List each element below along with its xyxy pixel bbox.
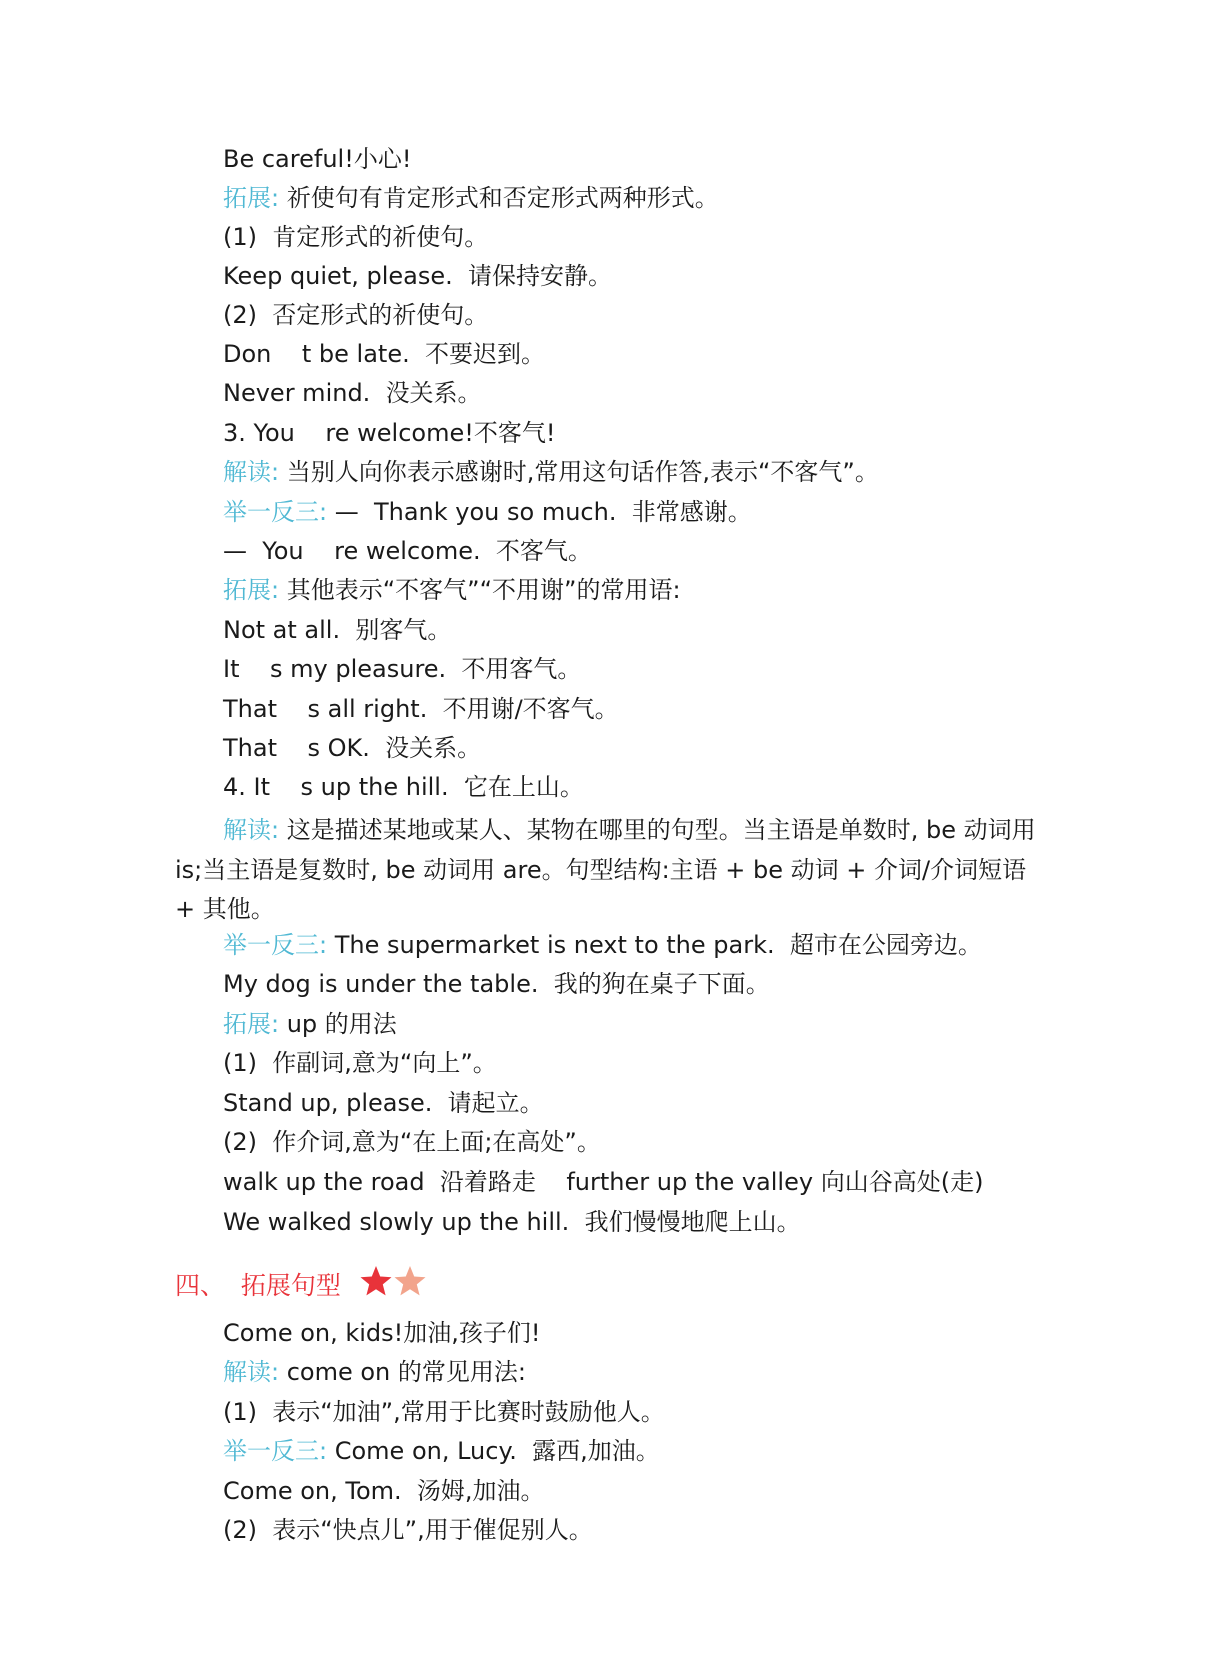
line-text: 4. It s up the hill. 它在上山。	[223, 773, 584, 801]
text-line	[223, 772, 584, 802]
line-text: (2) 作介词,意为“在上面;在高处”。	[223, 1128, 601, 1156]
text-line	[223, 1436, 660, 1466]
line-text: (2) 否定形式的祈使句。	[223, 301, 489, 329]
keyword-label: 解读:	[223, 1358, 280, 1386]
keyword-label: 举一反三:	[223, 498, 328, 526]
text-line	[223, 694, 619, 724]
text-line	[223, 418, 555, 448]
line-text: (2) 表示“快点儿”,用于催促别人。	[223, 1516, 593, 1544]
line-text: Not at all. 别客气。	[223, 616, 452, 644]
text-line	[223, 144, 411, 174]
keyword-label: 举一反三:	[223, 1437, 328, 1465]
line-text: Come on, Lucy. 露西,加油。	[327, 1437, 660, 1465]
text-line	[223, 1476, 545, 1506]
line-text: up 的用法	[279, 1010, 397, 1038]
line-text: Don t be late. 不要迟到。	[223, 340, 545, 368]
text-line	[223, 1088, 544, 1118]
section-heading: 四、 拓展句型	[175, 1271, 341, 1300]
line-text: Stand up, please. 请起立。	[223, 1089, 544, 1117]
text-line	[223, 457, 879, 487]
line-text: Be careful!小心!	[223, 145, 412, 173]
text-line	[223, 1397, 665, 1427]
line-text: That s OK. 没关系。	[223, 734, 482, 762]
text-line	[223, 1127, 601, 1157]
text-line	[223, 1048, 497, 1078]
line-text: Keep quiet, please. 请保持安静。	[223, 262, 613, 290]
line-text: That s all right. 不用谢/不客气。	[223, 695, 619, 723]
line-text: 当别人向你表示感谢时,常用这句话作答,表示“不客气”。	[279, 458, 879, 486]
wrapped-paragraph	[175, 811, 1045, 930]
line-text: come on 的常见用法:	[279, 1358, 526, 1386]
text-line	[223, 222, 488, 252]
text-line	[223, 183, 719, 213]
text-line	[223, 1318, 541, 1348]
paragraph-text: 这是描述某地或某人、某物在哪里的句型。当主语是单数时, be 动词用 is;当主语是复数时, be 动词用 are。句型结构:主语 + be 动词 + 介词/介词短语 + 其他。	[175, 816, 1036, 923]
line-text: — Thank you so much. 非常感谢。	[327, 498, 752, 526]
text-line	[223, 300, 488, 330]
keyword-label: 解读:	[223, 458, 280, 486]
difficulty-stars	[358, 1263, 430, 1301]
line-text: Come on, Tom. 汤姆,加油。	[223, 1477, 545, 1505]
text-line	[223, 575, 681, 605]
text-line	[223, 497, 752, 527]
keyword-label: 解读:	[223, 816, 280, 844]
line-text: 3. You re welcome!不客气!	[223, 419, 556, 447]
keyword-label: 举一反三:	[223, 931, 328, 959]
text-line	[223, 1167, 983, 1197]
line-text: Come on, kids!加油,孩子们!	[223, 1319, 541, 1347]
line-text: (1) 表示“加油”,常用于比赛时鼓励他人。	[223, 1398, 665, 1426]
text-line	[223, 969, 770, 999]
keyword-label: 拓展:	[223, 1010, 280, 1038]
line-text: 其他表示“不客气”“不用谢”的常用语:	[279, 576, 681, 604]
star-full-icon	[361, 1266, 392, 1295]
line-text: (1) 肯定形式的祈使句。	[223, 223, 489, 251]
text-line	[223, 339, 545, 369]
text-line	[223, 261, 612, 291]
text-line	[223, 1207, 801, 1237]
text-line	[223, 1009, 397, 1039]
text-line	[223, 654, 581, 684]
line-text: Never mind. 没关系。	[223, 379, 482, 407]
line-text: — You re welcome. 不客气。	[223, 537, 592, 565]
line-text: walk up the road 沿着路走 further up the valley 向山谷高处(走)	[223, 1168, 984, 1196]
text-line	[223, 536, 592, 566]
text-line	[223, 930, 982, 960]
star-light-icon	[395, 1266, 426, 1295]
text-line	[223, 733, 481, 763]
line-text: It s my pleasure. 不用客气。	[223, 655, 582, 683]
line-text: (1) 作副词,意为“向上”。	[223, 1049, 497, 1077]
line-text: The supermarket is next to the park. 超市在公园旁边。	[327, 931, 982, 959]
line-text: My dog is under the table. 我的狗在桌子下面。	[223, 970, 770, 998]
line-text: We walked slowly up the hill. 我们慢慢地爬上山。	[223, 1208, 801, 1236]
line-text: 祈使句有肯定形式和否定形式两种形式。	[279, 184, 719, 212]
text-line	[223, 378, 482, 408]
text-line	[223, 615, 451, 645]
text-line	[223, 1515, 593, 1545]
text-line	[223, 1357, 526, 1387]
keyword-label: 拓展:	[223, 576, 280, 604]
keyword-label: 拓展:	[223, 184, 280, 212]
